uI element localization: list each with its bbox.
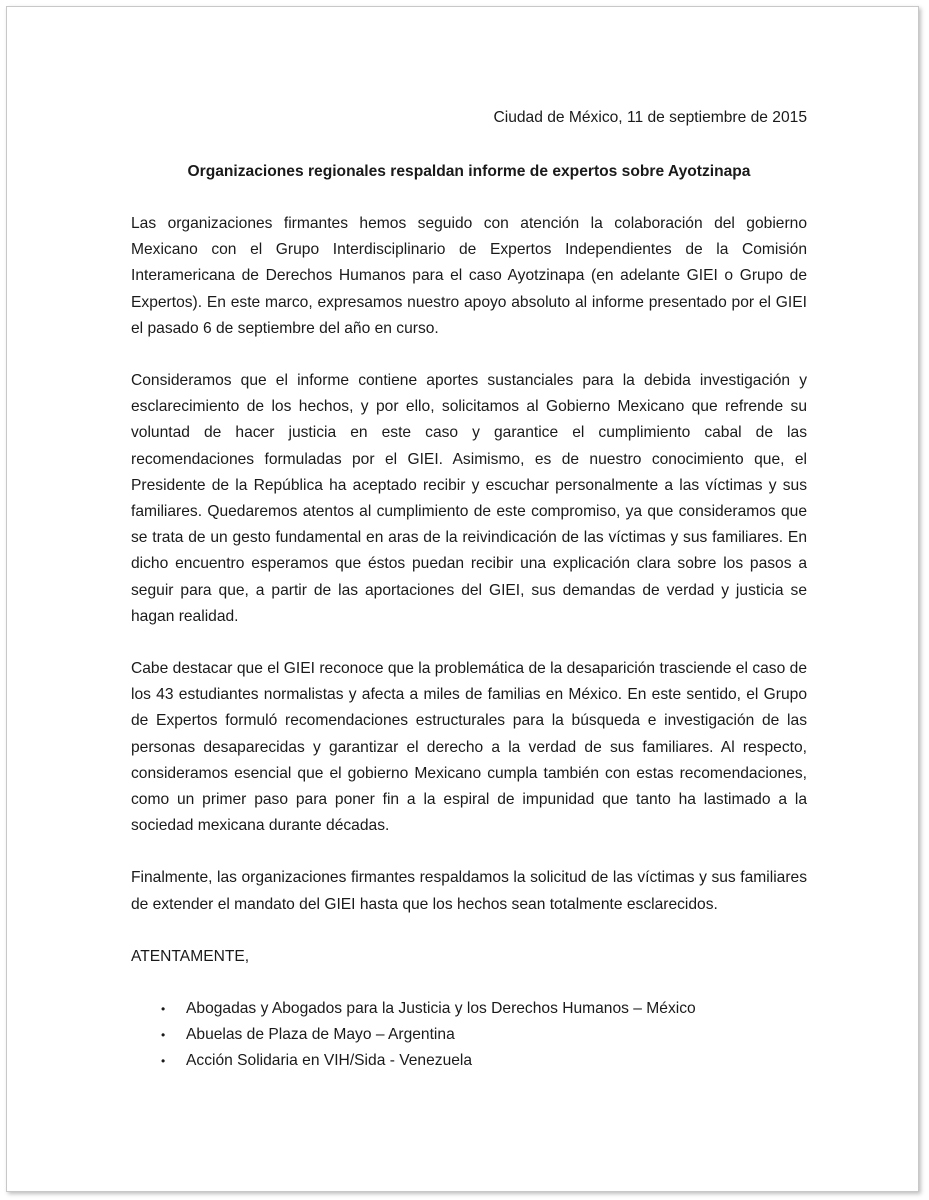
paragraph-2: Consideramos que el informe contiene aportes sustanciales para la debida investigación y esclarecimiento de los hechos, y por ello, solicitamos al Gobierno Mexicano que refrende su voluntad de hacer justicia en este caso y garantice el cumplimiento cabal de las recomendaciones formuladas por el GIEI. Asimismo, es de nuestro conocimiento que, el Presidente de la República ha aceptado recibir y escuchar personalmente a las víctimas y sus familiares. Quedaremos atentos al cumplimiento de este compromiso, ya que consideramos que se trata de un gesto fundamental en aras de la reivindicación de las víctimas y sus familiares. En dicho encuentro esperamos que éstos puedan recibir una explicación clara sobre los pasos a seguir para que, a partir de las aportaciones del GIEI, sus demandas de verdad y justicia se hagan realidad. [131,372,807,625]
signatories-list [131,996,807,1075]
signatory-name: Acción Solidaria en VIH/Sida - Venezuela [186,1052,473,1070]
paragraph-4: Finalmente, las organizaciones firmantes respaldamos la solicitud de las víctimas y sus familiares de extender el mandato del GIEI hasta que los hechos sean totalmente esclarecidos. [131,869,807,913]
bullet-icon: • [161,1054,166,1069]
document-page [6,6,919,1192]
bullet-icon: • [161,1028,166,1043]
paragraph-1: Las organizaciones firmantes hemos seguido con atención la colaboración del gobierno Mexicano con el Grupo Interdisciplinario de Expertos Independientes de la Comisión Interamericana de Derechos Humanos para el caso Ayotzinapa (en adelante GIEI o Grupo de Expertos). En este marco, expresamos nuestro apoyo absoluto al informe presentado por el GIEI el pasado 6 de septiembre del año en curso. [131,215,807,337]
paragraph-3: Cabe destacar que el GIEI reconoce que la problemática de la desaparición trasciende el caso de los 43 estudiantes normalistas y afecta a miles de familias en México. En este sentido, el Grupo de Expertos formuló recomendaciones estructurales para la búsqueda e investigación de las personas desaparecidas y garantizar el derecho a la verdad de sus familiares. Al respecto, consideramos esencial que el gobierno Mexicano cumpla también con estas recomendaciones, como un primer paso para poner fin a la espiral de impunidad que tanto ha lastimado a la sociedad mexicana durante décadas. [131,660,807,835]
signatory-name: Abogadas y Abogados para la Justicia y los Derechos Humanos – México [186,1000,696,1018]
signatory-name: Abuelas de Plaza de Mayo – Argentina [186,1026,455,1044]
list-item [131,1048,807,1074]
bullet-icon: • [161,1002,166,1017]
list-item [131,996,807,1022]
closing-salutation: ATENTAMENTE, [131,947,250,965]
document-title: Organizaciones regionales respaldan informe de expertos sobre Ayotzinapa [187,163,751,180]
document-body [131,105,807,1075]
document-date: Ciudad de México, 11 de septiembre de 2015 [493,109,807,126]
list-item [131,1022,807,1048]
